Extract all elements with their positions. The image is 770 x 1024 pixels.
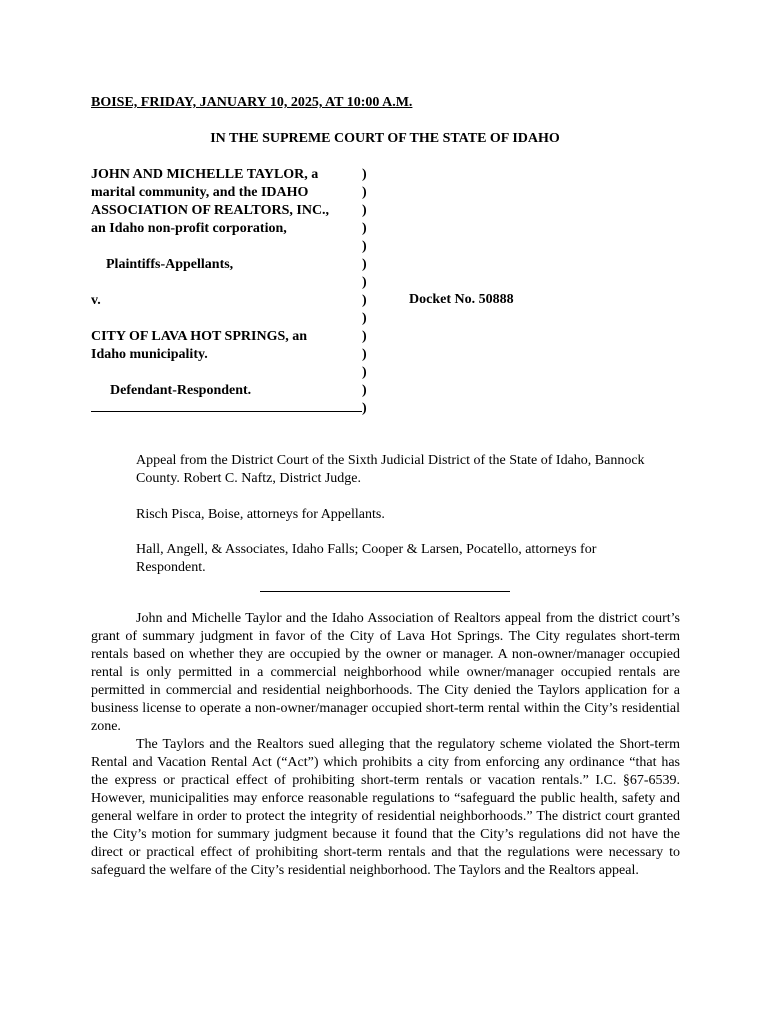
paren: ) [362, 239, 367, 254]
appellants-counsel [136, 506, 656, 524]
appeal-origin [136, 452, 656, 488]
court-name: IN THE SUPREME COURT OF THE STATE OF IDAHO [210, 131, 560, 146]
paren: ) [362, 293, 367, 308]
paren: ) [362, 221, 367, 236]
paren: ) [362, 257, 367, 272]
caption-rule [91, 411, 362, 412]
paren: ) [362, 167, 367, 182]
plaintiffs-line: an Idaho non-profit corporation, [91, 221, 287, 236]
caption-spacer [91, 364, 366, 382]
paren: ) [362, 347, 367, 362]
caption-spacer [91, 274, 366, 292]
plaintiffs-line: marital community, and the IDAHO [91, 185, 309, 200]
plaintiffs-role: Plaintiffs-Appellants, [106, 257, 234, 272]
plaintiffs-line: JOHN AND MICHELLE TAYLOR, a [91, 167, 319, 182]
opinion-summary [91, 610, 680, 880]
summary-paragraph: The Taylors and the Realtors sued alleging that the regulatory scheme violated the Short-term Rental and Vacation Rental Act (“Act”) which prohibits a city from enforcing any ordinance “that has the express or practical effect of prohibiting short-term rentals or vacation rentals.” I.C. §67-6539. However, municipalities may enforce reasonable regulations to “safeguard the public health, safety and general welfare in order to protect the integrity of residential neighborhoods.” The district court granted the City’s motion for summary judgment because it found that the City’s regulations did not have the direct or practical effect of prohibiting short-term rentals and that the regulations were necessary to safeguard the welfare of the City’s residential neighborhood. The Taylors and the Realtors appeal. [91, 737, 680, 878]
defendant-line: CITY OF LAVA HOT SPRINGS, an [91, 329, 308, 344]
paren: ) [362, 365, 367, 380]
defendant-role: Defendant-Respondent. [110, 383, 252, 398]
docket-number: Docket No. 50888 [409, 292, 514, 307]
caption-spacer [91, 238, 366, 256]
appeal-origin-text: Appeal from the District Court of the Sixth Judicial District of the State of Idaho, Bannock County. Robert C. Naftz, District Judge. [136, 453, 645, 486]
dateline: BOISE, FRIDAY, JANUARY 10, 2025, AT 10:00 A.M. [91, 95, 413, 110]
defendant-line: Idaho municipality. [91, 347, 208, 362]
paren: ) [362, 329, 367, 344]
appellants-counsel-text: Risch Pisca, Boise, attorneys for Appellants. [136, 507, 385, 522]
plaintiffs-line: ASSOCIATION OF REALTORS, INC., [91, 203, 330, 218]
paren: ) [362, 203, 367, 218]
section-divider [260, 591, 510, 592]
caption-parentheses [362, 166, 374, 418]
paren: ) [362, 383, 367, 398]
paren: ) [362, 401, 367, 416]
caption-parties [91, 166, 366, 400]
paren: ) [362, 275, 367, 290]
caption-spacer [91, 310, 366, 328]
paren: ) [362, 185, 367, 200]
paren: ) [362, 311, 367, 326]
case-caption [91, 166, 691, 418]
respondent-counsel [136, 541, 656, 577]
versus: v. [91, 293, 101, 308]
respondent-counsel-text: Hall, Angell, & Associates, Idaho Falls; Cooper & Larsen, Pocatello, attorneys for Respondent. [136, 542, 597, 575]
summary-paragraph: John and Michelle Taylor and the Idaho Association of Realtors appeal from the district court’s grant of summary judgment in favor of the City of Lava Hot Springs. The City regulates short-term rentals based on whether they are occupied by the owner or manager. A non-owner/manager occupied rental is only permitted in a commercial neighborhood while owner/manager occupied rentals are permitted in commercial and residential neighborhoods. The City denied the Taylors application for a business license to operate a non-owner/manager occupied short-term rental within the City’s residential zone. [91, 611, 680, 734]
